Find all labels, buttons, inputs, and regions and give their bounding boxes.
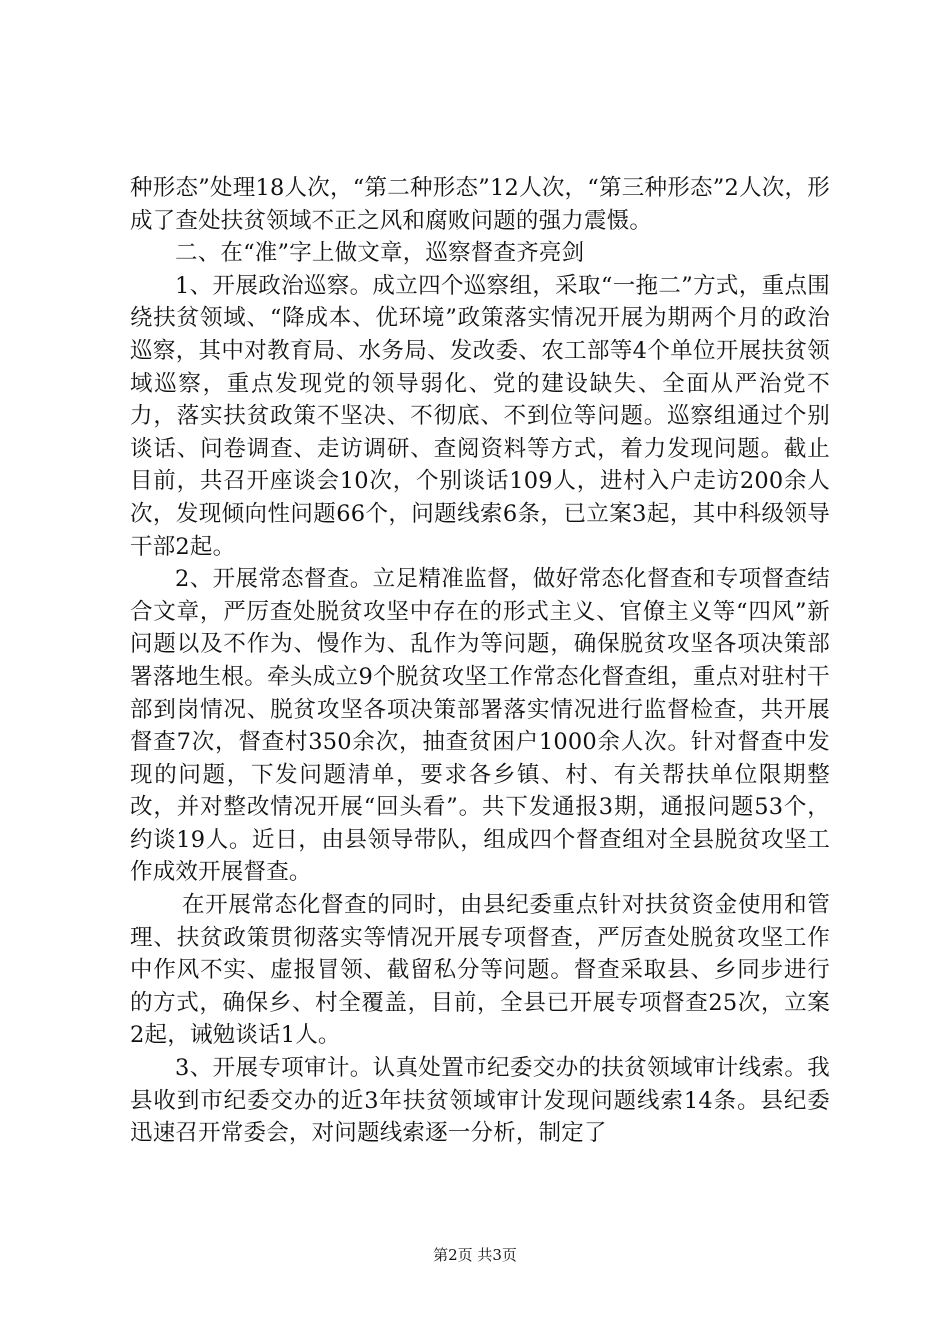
paragraph-political-inspection: 1、开展政治巡察。成立四个巡察组，采取“一拖二”方式，重点围绕扶贫领域、“降成本、优环境”政策落实情况开展为期两个月的政治巡察，其中对教育局、水务局、发改委、农工部等4个单位开展扶贫领域巡察，重点发现党的领导弱化、党的建设缺失、全面从严治党不力，落实扶贫政策不坚决、不彻底、不到位等问题。巡察组通过个别谈话、问卷调查、走访调研、查阅资料等方式，着力发现问题。截止目前，共召开座谈会10次，个别谈话109人，进村入户走访200余人次，发现倾向性问题66个，问题线索6条，已立案3起，其中科级领导干部2起。 [130, 272, 830, 560]
paragraph-special-audit: 3、开展专项审计。认真处置市纪委交办的扶贫领域审计线索。我县收到市纪委交办的近3年扶贫领域审计发现问题线索14条。县纪委迅速召开常委会，对问题线索逐一分析，制定了 [130, 1055, 830, 1147]
section-heading: 二、在“准”字上做文章，巡察督查齐亮剑 [175, 240, 585, 267]
paragraph-routine-supervision: 2、开展常态督查。立足精准监督，做好常态化督查和专项督查结合文章，严厉查处脱贫攻坚中存在的形式主义、官僚主义等“四风”新问题以及不作为、慢作为、乱作为等问题，确保脱贫攻坚各项决策部署落地生根。牵头成立9个脱贫攻坚工作常态化督查组，重点对驻村干部到岗情况、脱贫攻坚各项决策部署落实情况进行监督检查，共开展督查7次，督查村350余次，抽查贫困户1000余人次。针对督查中发现的问题，下发问题清单，要求各乡镇、村、有关帮扶单位限期整改，并对整改情况开展“回头看”。共下发通报3期，通报问题53个，约谈19人。近日，由县领导带队，组成四个督查组对全县脱贫攻坚工作成效开展督查。 [130, 566, 830, 886]
document-body [130, 172, 830, 1150]
page-footer: 第2页 共3页 [433, 1246, 517, 1264]
paragraph-special-supervision: 在开展常态化督查的同时，由县纪委重点针对扶贫资金使用和管理、扶贫政策贯彻落实等情况开展专项督查，严厉查处脱贫攻坚工作中作风不实、虚报冒领、截留私分等问题。督查采取县、乡同步进行的方式，确保乡、村全覆盖，目前，全县已开展专项督查25次，立案2起，诫勉谈话1人。 [130, 892, 830, 1049]
paragraph-continuation: 种形态”处理18人次，“第二种形态”12人次，“第三种形态”2人次，形成了查处扶贫领域不正之风和腐败问题的强力震慑。 [130, 175, 830, 234]
